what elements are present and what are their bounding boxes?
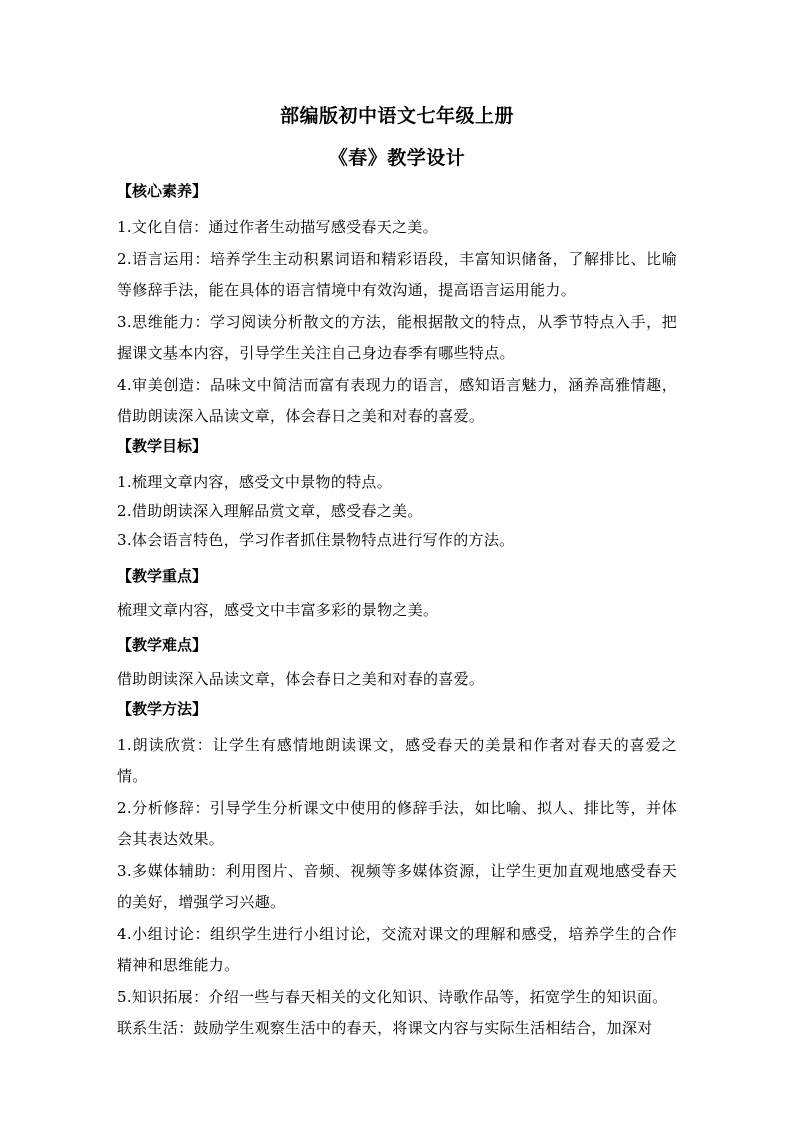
core-item-2: 2.语言运用：培养学生主动积累词语和精彩语段，丰富知识储备，了解排比、比喻等修辞手法，能在具体的语言情境中有效沟通，提高语言运用能力。 <box>117 249 677 299</box>
core-item-1: 1.文化自信：通过作者生动描写感受春天之美。 <box>117 218 438 236</box>
difficulty-text: 借助朗读深入品读文章，体会春日之美和对春的喜爱。 <box>117 670 485 688</box>
method-item-6: 联系生活：鼓励学生观察生活中的春天，将课文内容与实际生活相结合，加深对 <box>117 1019 653 1037</box>
goal-item-2: 2.借助朗读深入理解品赏文章，感受春之美。 <box>117 502 423 520</box>
section-heading-methods: 【教学方法】 <box>117 699 208 718</box>
section-heading-key-point: 【教学重点】 <box>117 566 208 585</box>
document-title: 部编版初中语文七年级上册 <box>279 105 514 127</box>
goal-item-1: 1.梳理文章内容，感受文中景物的特点。 <box>117 472 393 491</box>
method-item-2: 2.分析修辞：引导学生分析课文中使用的修辞手法，如比喻、拟人、排比等，并体会其表达效果。 <box>117 798 677 848</box>
document-subtitle: 《春》教学设计 <box>328 147 466 169</box>
key-point-text: 梳理文章内容，感受文中丰富多彩的景物之美。 <box>117 600 439 619</box>
method-item-3: 3.多媒体辅助：利用图片、音频、视频等多媒体资源，让学生更加直观地感受春天的美好，增强学习兴趣。 <box>117 861 677 911</box>
method-item-5: 5.知识拓展：介绍一些与春天相关的文化知识、诗歌作品等，拓宽学生的知识面。 <box>117 987 668 1006</box>
document-body <box>117 178 677 1045</box>
section-heading-goals: 【教学目标】 <box>117 436 208 455</box>
method-item-4: 4.小组讨论：组织学生进行小组讨论，交流对课文的理解和感受，培养学生的合作精神和思维能力。 <box>117 924 677 974</box>
method-item-1: 1.朗读欣赏：让学生有感情地朗读课文，感受春天的美景和作者对春天的喜爱之情。 <box>117 735 677 785</box>
section-heading-core: 【核心素养】 <box>117 182 208 200</box>
core-item-3: 3.思维能力：学习阅读分析散文的方法，能根据散文的特点，从季节特点入手，把握课文基本内容，引导学生关注自己身边春季有哪些特点。 <box>117 312 677 362</box>
goal-item-3: 3.体会语言特色，学习作者抓住景物特点进行写作的方法。 <box>117 531 515 549</box>
core-item-4: 4.审美创造：品味文中简洁而富有表现力的语言，感知语言魅力，涵养高雅情趣，借助朗读深入品读文章，体会春日之美和对春的喜爱。 <box>117 375 677 425</box>
section-heading-difficulty: 【教学难点】 <box>117 636 208 654</box>
